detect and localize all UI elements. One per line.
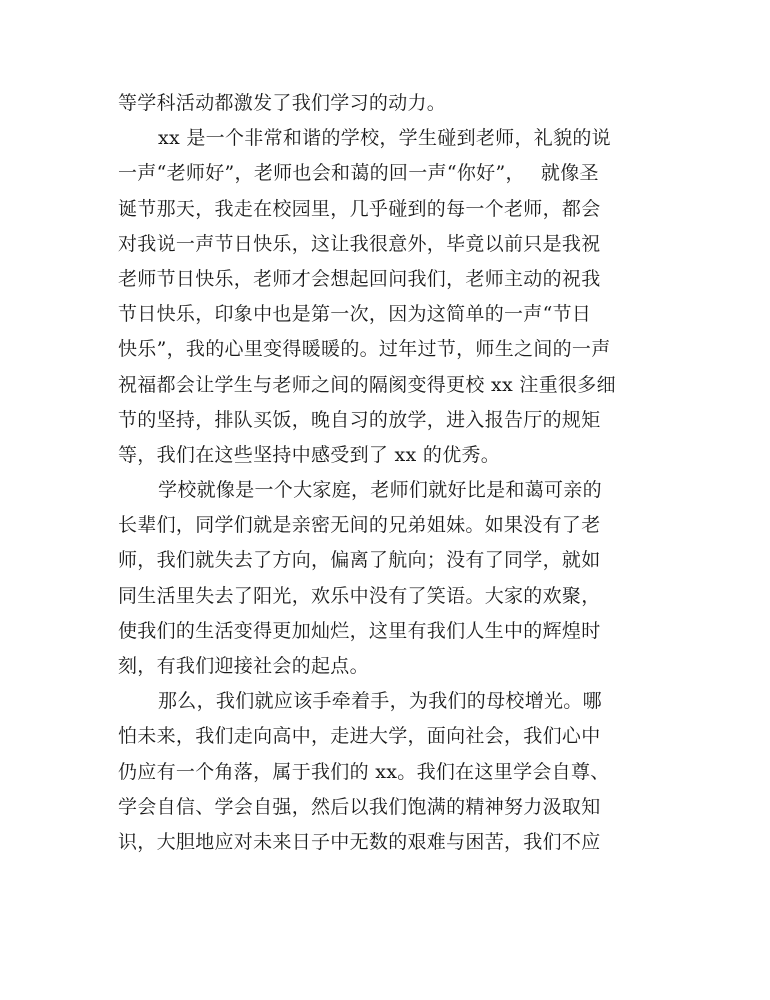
text-line: 祝福都会让学生与老师之间的隔阂变得更校 xx 注重很多细 — [118, 373, 616, 396]
text-line: 老师节日快乐，老师才会想起回问我们，老师主动的祝我 — [118, 267, 601, 290]
text-line: 一声“老师好”，老师也会和蔼的回一声“你好”， 就像圣 — [118, 162, 599, 185]
text-line: 诞节那天，我走在校园里，几乎碰到的每一个老师，都会 — [118, 197, 601, 220]
text-line: 长辈们，同学们就是亲密无间的兄弟姐妹。如果没有了老 — [118, 514, 601, 537]
text-line: 等，我们在这些坚持中感受到了 xx 的优秀。 — [118, 443, 501, 466]
text-line: 刻，有我们迎接社会的起点。 — [118, 655, 369, 677]
text-line: 对我说一声节日快乐，这让我很意外，毕竟以前只是我祝 — [118, 232, 601, 255]
paragraph-start-line: 学校就像是一个大家庭，老师们就好比是和蔼可亲的 — [158, 479, 602, 502]
text-line: 仍应有一个角落，属于我们的 xx。我们在这里学会自尊、 — [118, 760, 610, 783]
text-line: 学会自信、学会自强，然后以我们饱满的精神努力汲取知 — [118, 795, 601, 818]
paragraph-start-line: xx 是一个非常和谐的学校，学生碰到老师，礼貌的说 — [158, 127, 611, 150]
text-line: 怕未来，我们走向高中，走进大学，面向社会，我们心中 — [118, 725, 601, 748]
text-line: 快乐”，我的心里变得暖暖的。过年过节，师生之间的一声 — [118, 338, 611, 361]
text-line: 同生活里失去了阳光，欢乐中没有了笑语。大家的欢聚， — [118, 584, 601, 607]
text-line: 使我们的生活变得更加灿烂，这里有我们人生中的辉煌时 — [118, 619, 601, 642]
text-line: 识，大胆地应对未来日子中无数的艰难与困苦，我们不应 — [118, 830, 601, 853]
paragraph-start-line: 那么，我们就应该手牵着手，为我们的母校增光。哪 — [158, 690, 602, 713]
document-body — [118, 86, 648, 860]
text-line: 师，我们就失去了方向，偏离了航向；没有了同学，就如 — [118, 549, 601, 572]
text-line: 节的坚持，排队买饭，晚自习的放学，进入报告厅的规矩 — [118, 408, 601, 431]
text-line: 等学科活动都激发了我们学习的动力。 — [118, 92, 447, 114]
text-line: 节日快乐，印象中也是第一次，因为这简单的一声“节日 — [118, 303, 592, 326]
